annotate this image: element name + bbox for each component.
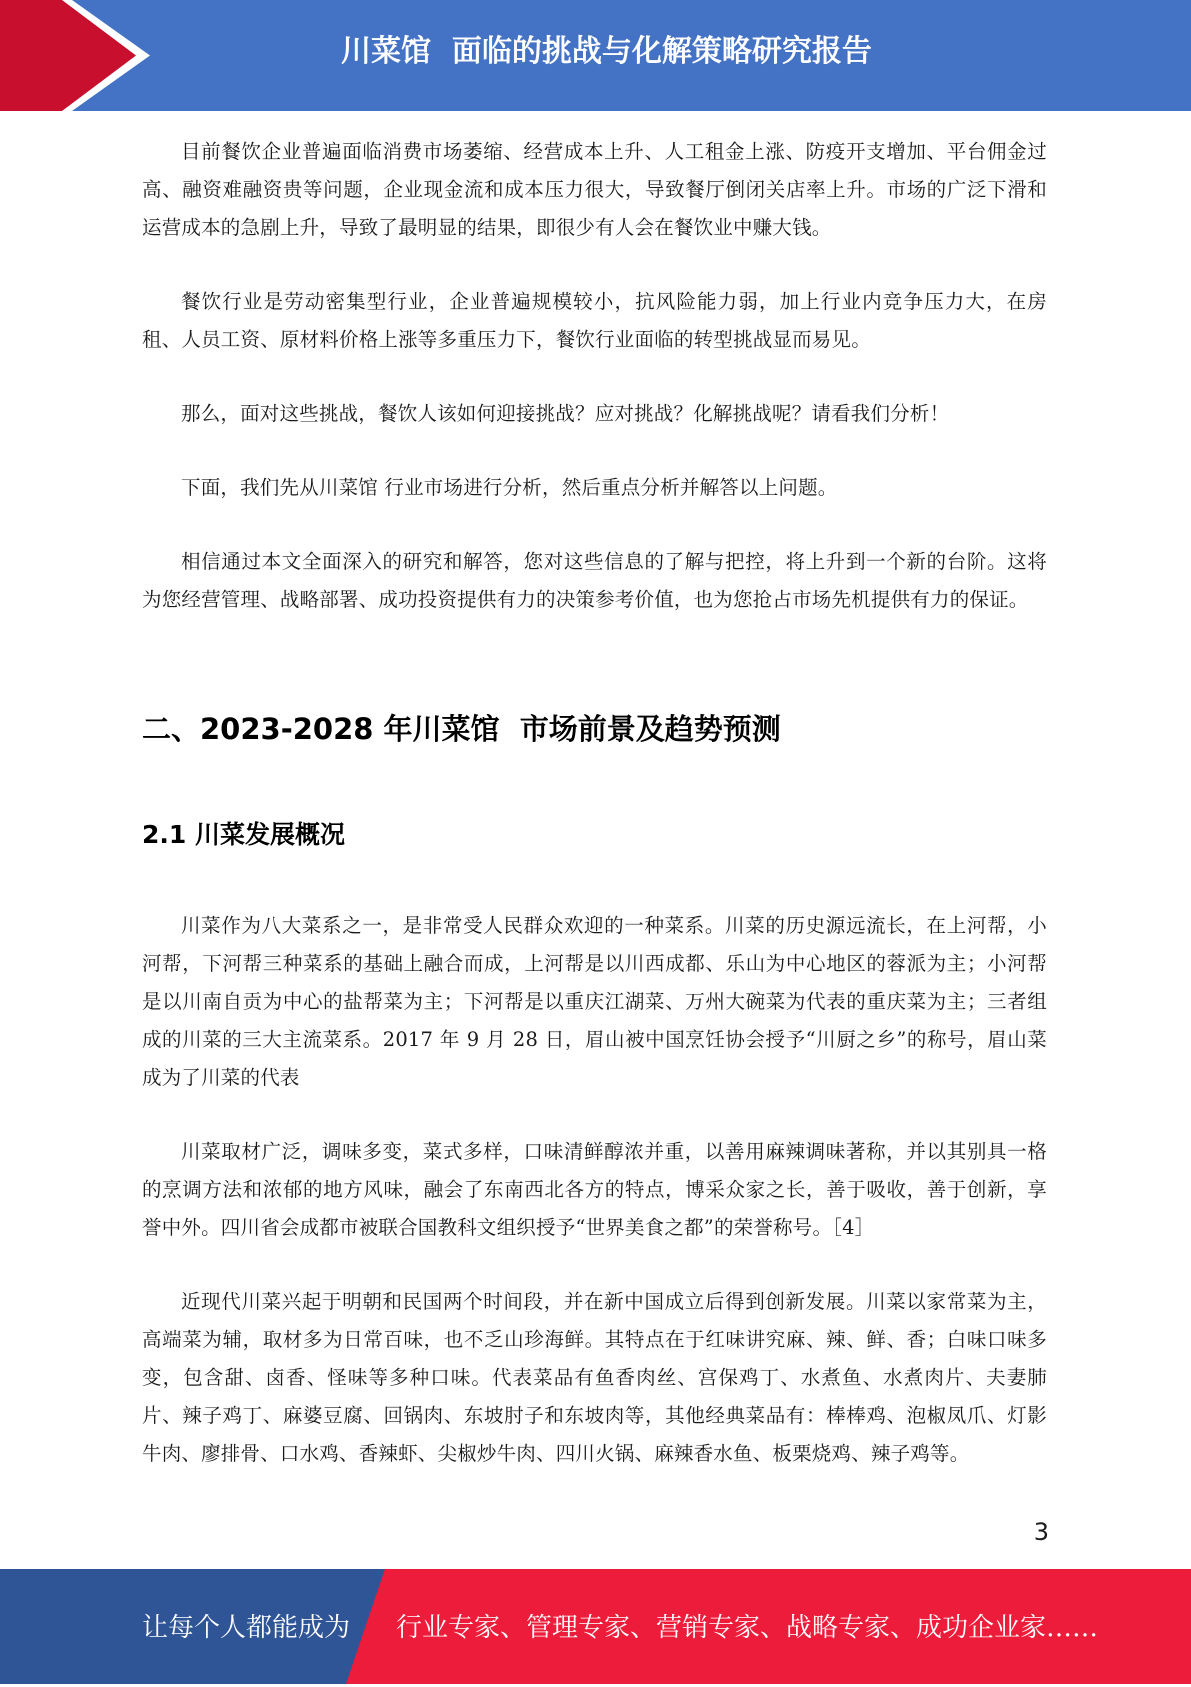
body-paragraph-1: 川菜作为八大菜系之一，是非常受人民群众欢迎的一种菜系。川菜的历史源远流长，在上河帮，小河帮，下河帮三种菜系的基础上融合而成，上河帮是以川西成都、乐山为中心地区的蓉派为主；小河帮是以川南自贡为中心的盐帮菜为主；下河帮是以重庆江湖菜、万州大碗菜为代表的重庆菜为主；三者组成的川菜的三大主流菜系。2017 年 9 月 28 日，眉山被中国烹饪协会授予“川厨之乡”的称号，眉山菜成为了川菜的代表	[142, 914, 1047, 1089]
intro-paragraph-2: 餐饮行业是劳动密集型行业，企业普遍规模较小，抗风险能力弱，加上行业内竞争压力大，在房租、人员工资、原材料价格上涨等多重压力下，餐饮行业面临的转型挑战显而易见。	[142, 290, 1047, 351]
body-paragraph-2: 川菜取材广泛，调味多变，菜式多样，口味清鲜醇浓并重，以善用麻辣调味著称，并以其别具一格的烹调方法和浓郁的地方风味，融会了东南西北各方的特点，博采众家之长，善于吸收，善于创新，享誉中外。四川省会成都市被联合国教科文组织授予“世界美食之都”的荣誉称号。［4］	[142, 1140, 1047, 1239]
intro-body	[142, 133, 1047, 655]
footer-slogan-right: 行业专家、管理专家、营销专家、战略专家、成功企业家……	[396, 1613, 1099, 1643]
page-number: 3	[1033, 1518, 1049, 1546]
intro-paragraph-1: 目前餐饮企业普遍面临消费市场萎缩、经营成本上升、人工租金上涨、防疫开支增加、平台佣金过高、融资难融资贵等问题，企业现金流和成本压力很大，导致餐厅倒闭关店率上升。市场的广泛下滑和运营成本的急剧上升，导致了最明显的结果，即很少有人会在餐饮业中赚大钱。	[142, 140, 1047, 239]
intro-paragraph-5: 相信通过本文全面深入的研究和解答，您对这些信息的了解与把控，将上升到一个新的台阶。这将为您经营管理、战略部署、成功投资提供有力的决策参考价值，也为您抢占市场先机提供有力的保证。	[142, 550, 1047, 611]
footer-slogan-left: 让每个人都能成为	[142, 1613, 351, 1643]
subsection-heading: 2.1 川菜发展概况	[142, 820, 345, 849]
intro-paragraph-4: 下面，我们先从川菜馆 行业市场进行分析，然后重点分析并解答以上问题。	[181, 476, 838, 499]
section-heading: 二、2023-2028 年川菜馆 市场前景及趋势预测	[142, 712, 781, 746]
intro-paragraph-3: 那么，面对这些挑战，餐饮人该如何迎接挑战？应对挑战？化解挑战呢？请看我们分析！	[181, 402, 950, 425]
footer-band	[0, 1569, 1191, 1684]
body-paragraph-3: 近现代川菜兴起于明朝和民国两个时间段，并在新中国成立后得到创新发展。川菜以家常菜为主，高端菜为辅，取材多为日常百味，也不乏山珍海鲜。其特点在于红味讲究麻、辣、鲜、香；白味口味多变，包含甜、卤香、怪味等多种口味。代表菜品有鱼香肉丝、宫保鸡丁、水煮鱼、水煮肉片、夫妻肺片、辣子鸡丁、麻婆豆腐、回锅肉、东坡肘子和东坡肉等，其他经典菜品有：棒棒鸡、泡椒凤爪、灯影牛肉、廖排骨、口水鸡、香辣虾、尖椒炒牛肉、四川火锅、麻辣香水鱼、板栗烧鸡、辣子鸡等。	[142, 1290, 1047, 1465]
section-body	[142, 907, 1047, 1509]
header-band	[0, 0, 1191, 111]
report-title: 川菜馆 面临的挑战与化解策略研究报告	[341, 34, 872, 69]
